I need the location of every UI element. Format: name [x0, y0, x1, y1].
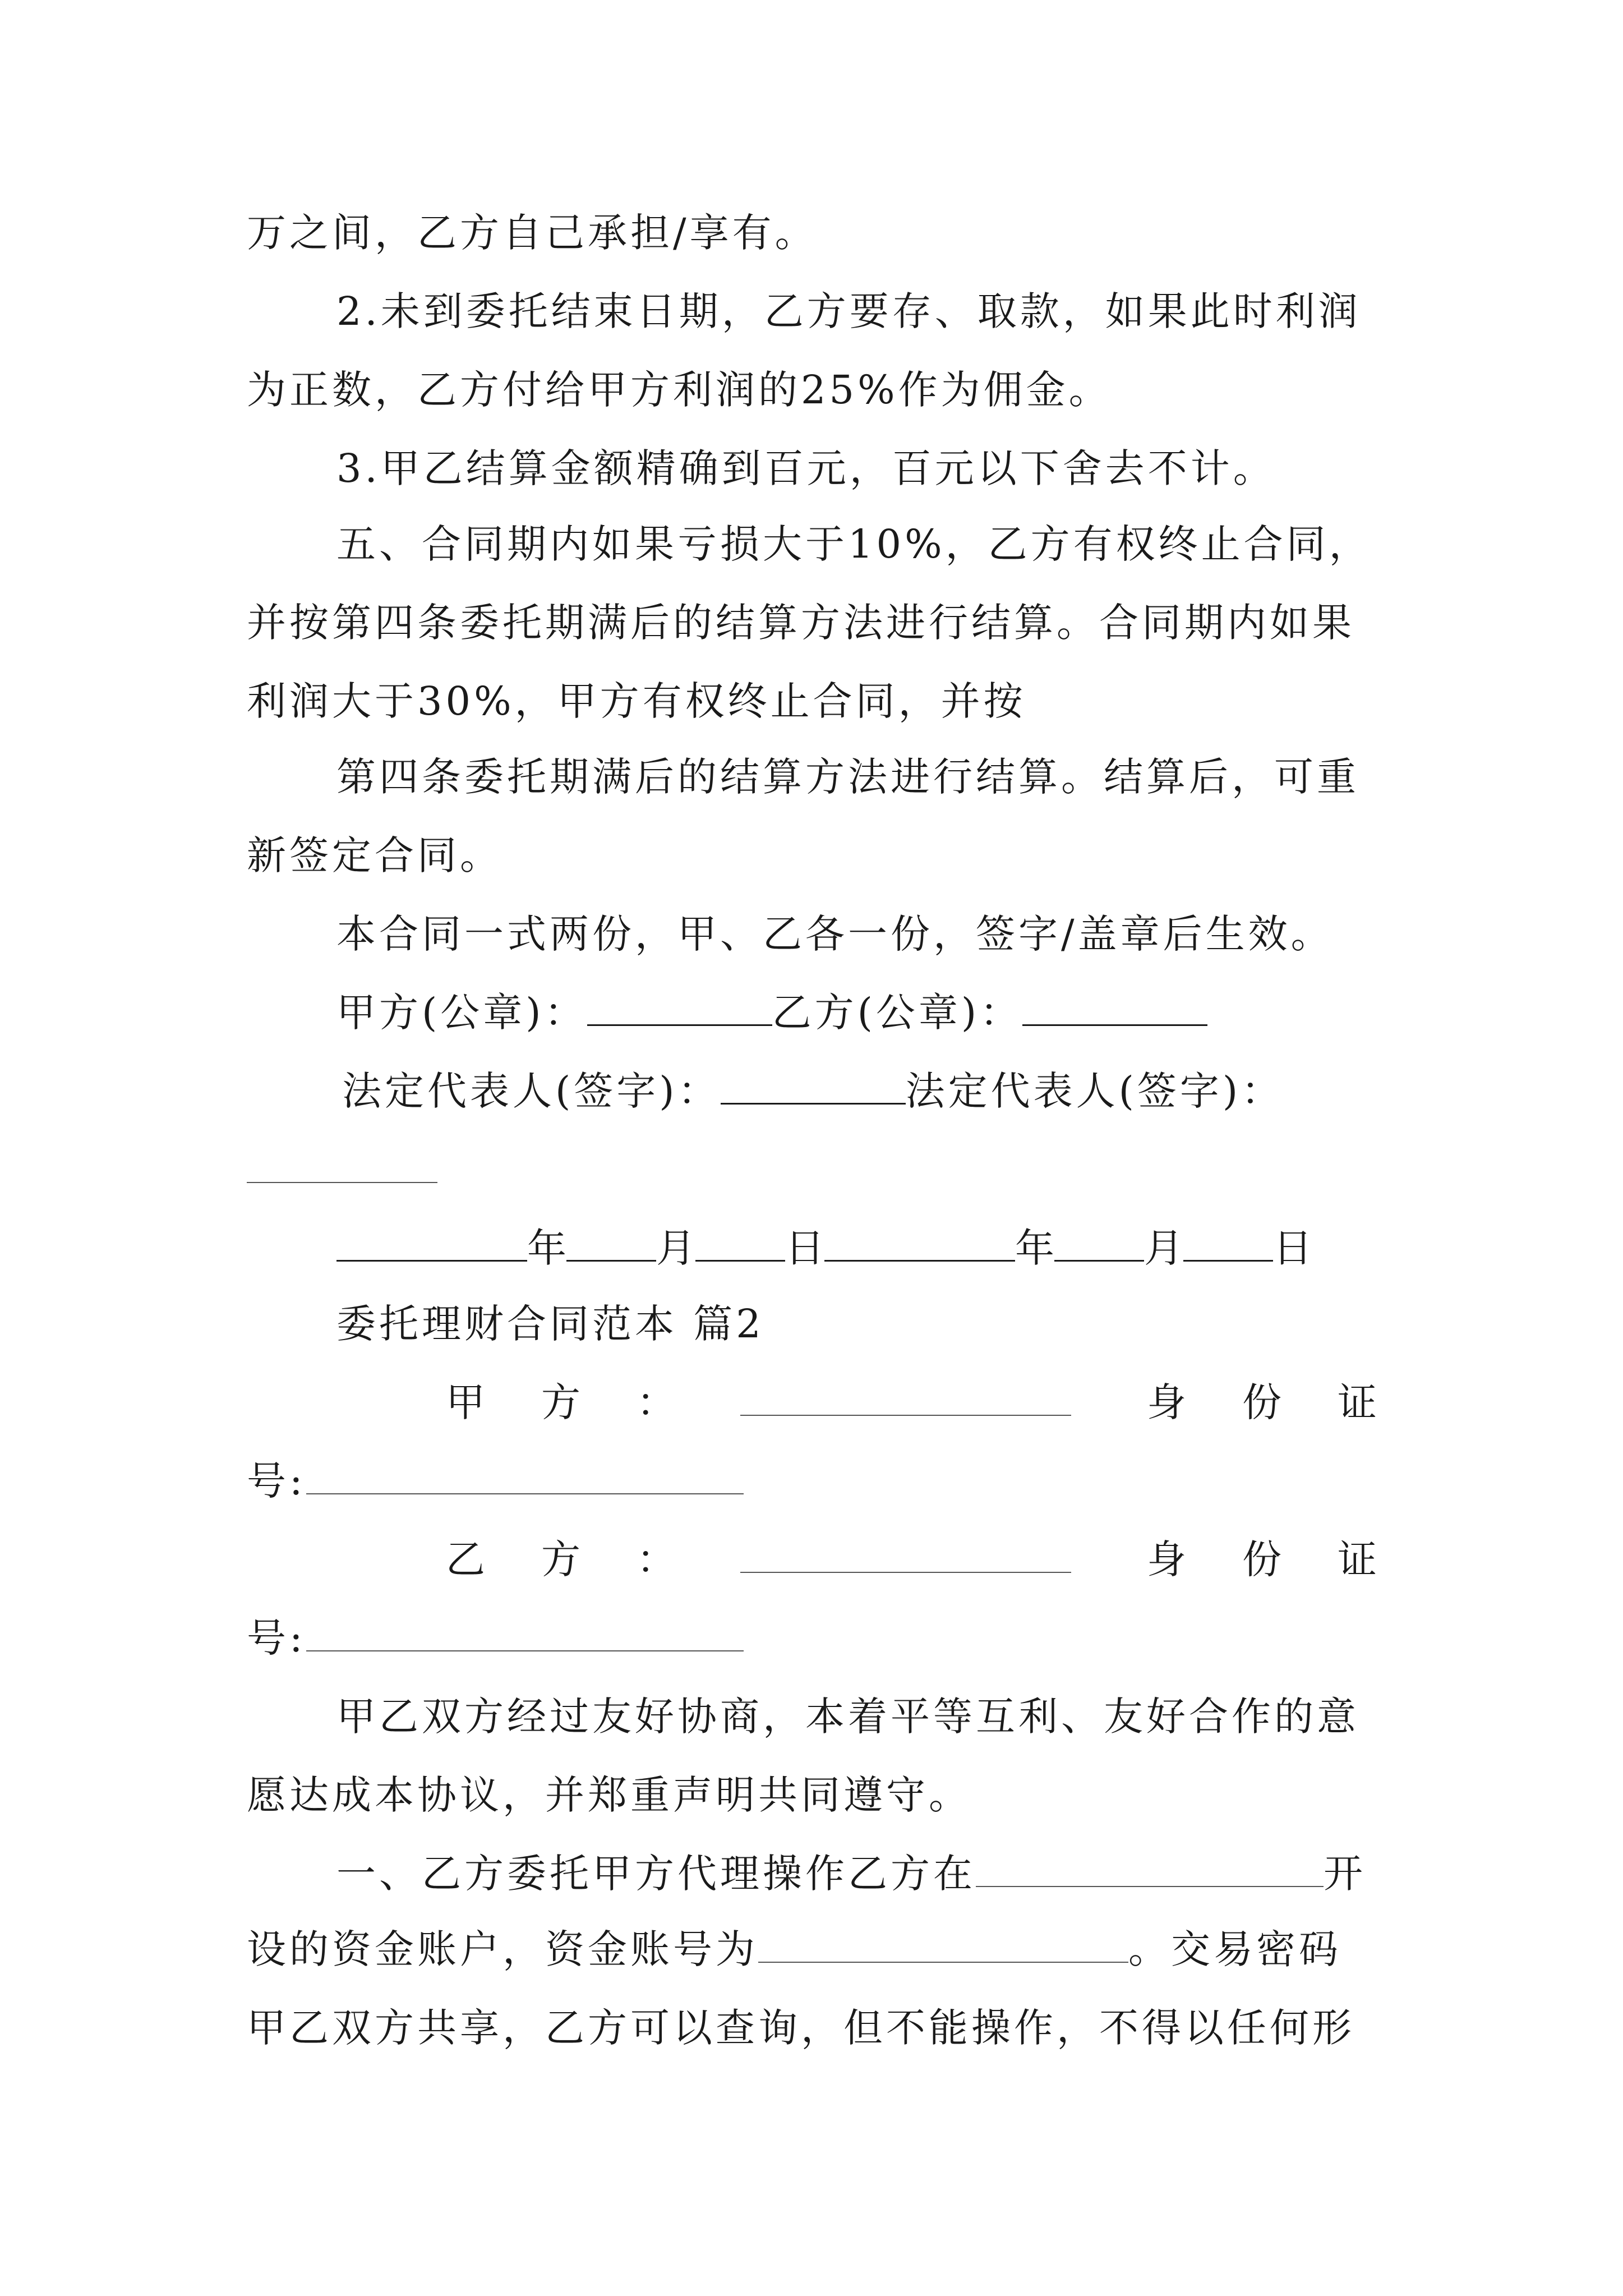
- representative-signature-line: [342, 1060, 1284, 1122]
- year-label: 年: [527, 1225, 566, 1271]
- text-line: 并按第四条委托期满后的结算方法进行结算。合同期内如果: [247, 600, 1355, 646]
- party-b-id-blank: [306, 1611, 744, 1651]
- text-line: 本合同一式两份，甲、乙各一份，签字/盖章后生效。: [336, 911, 1334, 957]
- text-fragment: 开: [1324, 1851, 1366, 1897]
- text-line: 愿达成本协议，并郑重声明共同遵守。: [247, 1772, 971, 1818]
- date-line: [336, 1217, 1312, 1279]
- text-line: 利润大于30%，甲方有权终止合同，并按: [247, 678, 1026, 724]
- month-blank: [1054, 1221, 1144, 1262]
- month-label: 月: [1144, 1225, 1183, 1271]
- party-a-char: 身: [1147, 1379, 1186, 1425]
- text-fragment: 。交易密码: [1128, 1926, 1341, 1972]
- day-blank: [695, 1221, 785, 1262]
- party-a-id-blank: [306, 1454, 744, 1494]
- day-blank: [1183, 1221, 1273, 1262]
- id-number-label: 号:: [247, 1615, 306, 1661]
- month-blank: [566, 1221, 656, 1262]
- party-a-seal-label: 甲方(公章)：: [336, 990, 587, 1036]
- month-label: 月: [656, 1225, 695, 1271]
- section-heading: 委托理财合同范本 篇2: [336, 1301, 764, 1347]
- party-a-char: 方: [541, 1379, 580, 1425]
- party-a-seal-blank: [587, 985, 772, 1026]
- party-b-char: 方: [541, 1536, 580, 1582]
- institution-blank: [976, 1847, 1324, 1887]
- text-line: 3.甲乙结算金额精确到百元，百元以下舍去不计。: [336, 445, 1276, 491]
- account-number-blank: [758, 1922, 1128, 1963]
- year-blank: [336, 1221, 527, 1262]
- text-line: 第四条委托期满后的结算方法进行结算。结算后，可重: [336, 754, 1359, 800]
- party-b-seal-label: 乙方(公章)：: [772, 990, 1023, 1036]
- text-line: [247, 1918, 1341, 1980]
- party-b-name-blank: [740, 1529, 1071, 1590]
- text-line: 为正数，乙方付给甲方利润的25%作为佣金。: [247, 367, 1112, 413]
- party-a-name-blank: [740, 1372, 1071, 1433]
- party-b-char: 份: [1242, 1536, 1281, 1582]
- party-b-seal-blank: [1022, 985, 1207, 1026]
- day-label: 日: [1273, 1225, 1312, 1271]
- party-a-char: 证: [1338, 1379, 1377, 1425]
- party-a-char: 份: [1242, 1379, 1281, 1425]
- text-line: 五、合同期内如果亏损大于10%，乙方有权终止合同，: [336, 521, 1372, 567]
- id-number-label: 号:: [247, 1458, 306, 1504]
- party-a-rep-blank: [721, 1064, 906, 1105]
- party-b-char: ：: [637, 1536, 676, 1582]
- text-fragment: 一、乙方委托甲方代理操作乙方在: [336, 1851, 976, 1897]
- party-a-id-line: [247, 1450, 744, 1512]
- year-label: 年: [1015, 1225, 1054, 1271]
- text-line: 甲乙双方经过友好协商，本着平等互利、友好合作的意: [336, 1694, 1359, 1740]
- party-a-rep-label: 法定代表人(签字)：: [342, 1068, 721, 1114]
- text-line: 万之间，乙方自己承担/享有。: [247, 210, 818, 256]
- text-line: 甲乙双方共享，乙方可以查询，但不能操作，不得以任何形: [247, 2005, 1355, 2051]
- party-b-rep-blank-line: [247, 1139, 437, 1200]
- party-a-char: ：: [637, 1379, 676, 1425]
- party-b-rep-label: 法定代表人(签字)：: [905, 1068, 1284, 1114]
- party-b-char: 证: [1338, 1536, 1377, 1582]
- party-a-char: 甲: [446, 1379, 485, 1425]
- text-fragment: 设的资金账户，资金账号为: [247, 1926, 758, 1972]
- text-line: 新签定合同。: [247, 832, 502, 878]
- seal-signature-line: [336, 982, 1207, 1043]
- party-b-char: 乙: [446, 1536, 485, 1582]
- party-b-char: 身: [1147, 1536, 1186, 1582]
- year-blank: [824, 1221, 1015, 1262]
- text-line: [336, 1843, 1366, 1904]
- party-b-id-line: [247, 1607, 744, 1669]
- day-label: 日: [785, 1225, 824, 1271]
- party-b-rep-blank: [247, 1143, 437, 1183]
- text-line: 2.未到委托结束日期，乙方要存、取款，如果此时利润: [336, 288, 1361, 334]
